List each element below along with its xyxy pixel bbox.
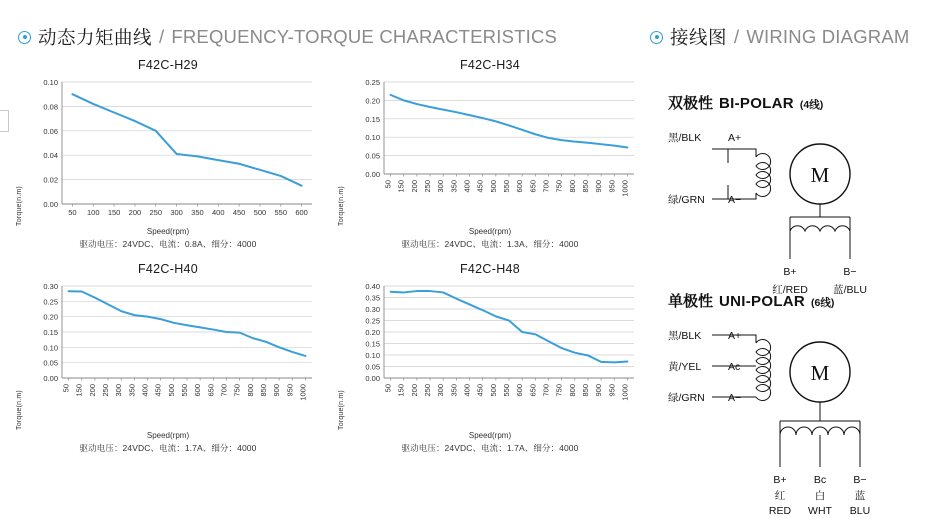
chart-title: F42C-H40	[137, 262, 199, 276]
x-tick-label: 600	[515, 180, 525, 193]
y-tick-label: 0.20	[365, 96, 380, 106]
pin-label-a-minus: A−	[728, 392, 742, 404]
y-tick-label: 0.10	[43, 78, 58, 87]
x-tick-label: 850	[580, 180, 590, 193]
x-tick-label: 400	[140, 384, 150, 397]
chart-f42c-h29	[18, 58, 318, 250]
lead-label-blu: 蓝/BLU	[833, 284, 867, 294]
lead-color-en-blu: BLU	[849, 505, 871, 517]
pin-label-a-plus: A+	[728, 132, 742, 144]
x-tick-label: 900	[594, 180, 604, 193]
x-axis-label: Speed(rpm)	[146, 227, 190, 236]
wiring-bipolar-title	[668, 92, 928, 113]
y-tick-label: 0.30	[365, 305, 380, 314]
line-chart-svg	[18, 76, 318, 226]
x-tick-label: 200	[87, 384, 97, 397]
y-tick-label: 0.25	[365, 316, 380, 326]
y-tick-label: 0.30	[43, 282, 58, 291]
x-tick-label: 250	[101, 384, 111, 397]
y-tick-label: 0.15	[365, 114, 380, 124]
y-tick-label: 0.08	[43, 102, 58, 112]
x-tick-label: 50	[383, 384, 393, 393]
lead-color-cn-red: 红	[774, 490, 786, 502]
x-tick-label: 1000	[620, 384, 630, 401]
y-tick-label: 0.02	[43, 175, 58, 185]
x-tick-label: 950	[285, 384, 295, 397]
lead-label-blk: 黑/BLK	[668, 330, 702, 342]
x-tick-label: 450	[153, 384, 163, 397]
y-tick-label: 0.20	[43, 312, 58, 322]
page-edge-notch	[0, 110, 9, 132]
wiring-unipolar	[668, 290, 928, 517]
pin-label-bc: Bc	[813, 474, 827, 486]
y-tick-label: 0.25	[365, 78, 380, 87]
pin-label-b-plus: B+	[773, 474, 787, 486]
x-axis-label: Speed(rpm)	[468, 431, 512, 440]
bullet-icon	[18, 31, 31, 44]
section-header-right-en: WIRING DIAGRAM	[746, 26, 910, 47]
y-tick-label: 0.25	[43, 297, 58, 307]
y-axis-label: Torque(n.m)	[16, 186, 23, 226]
lead-label-yel: 黄/YEL	[668, 361, 702, 373]
x-tick-label: 500	[488, 180, 498, 193]
lead-color-cn-white: 白	[814, 490, 826, 502]
x-tick-label: 900	[594, 384, 604, 397]
y-tick-label: 0.10	[365, 133, 380, 143]
x-tick-label: 300	[114, 384, 124, 397]
y-tick-label: 0.20	[365, 328, 380, 337]
y-tick-label: 0.00	[43, 374, 58, 383]
y-tick-label: 0.00	[365, 170, 380, 179]
x-tick-label: 950	[607, 180, 617, 193]
motor-letter: M	[810, 163, 830, 187]
x-tick-label: 700	[541, 180, 551, 193]
x-tick-label: 650	[528, 180, 538, 193]
pin-label-a-minus: A−	[728, 194, 742, 206]
y-tick-label: 0.10	[365, 351, 380, 360]
section-header-left-sep: /	[159, 26, 165, 47]
wiring-bipolar-title-cn: 双极性	[668, 95, 714, 112]
x-tick-label: 250	[423, 384, 433, 397]
x-tick-label: 800	[245, 384, 255, 397]
x-tick-label: 150	[107, 208, 121, 217]
wiring-bipolar-title-sub: (4线)	[799, 99, 824, 111]
x-tick-label: 350	[449, 180, 459, 193]
section-header-left-en: FREQUENCY-TORQUE CHARACTERISTICS	[171, 26, 558, 47]
x-tick-label: 750	[554, 180, 564, 193]
x-tick-label: 300	[170, 208, 183, 217]
section-header-wiring-diagram	[650, 24, 910, 50]
x-axis-label: Speed(rpm)	[468, 227, 512, 236]
chart-f42c-h48	[340, 262, 640, 454]
x-tick-label: 550	[502, 384, 511, 397]
x-tick-label: 350	[127, 384, 137, 397]
y-axis-label: Torque(n.m)	[16, 390, 23, 430]
x-tick-label: 450	[232, 208, 246, 217]
y-tick-label: 0.06	[43, 126, 58, 136]
chart-note: 驱动电压：24VDC、电流：1.7A、细分：4000	[79, 443, 257, 453]
chart-title: F42C-H34	[459, 58, 521, 72]
series-line	[69, 291, 306, 356]
y-tick-label: 0.00	[43, 200, 58, 209]
x-tick-label: 500	[488, 384, 498, 397]
wiring-unipolar-title-sub: (6线)	[811, 297, 835, 309]
x-tick-label: 600	[295, 208, 308, 217]
plot-area	[18, 76, 318, 226]
x-tick-label: 150	[74, 384, 84, 397]
lead-label-blk: 黑/BLK	[668, 132, 702, 144]
x-tick-label: 300	[436, 180, 446, 193]
x-tick-label: 500	[253, 208, 267, 217]
x-tick-label: 1000	[298, 384, 308, 401]
pin-label-b-minus: B−	[853, 474, 867, 486]
x-tick-label: 600	[193, 384, 203, 397]
y-tick-label: 0.05	[365, 151, 380, 161]
wiring-unipolar-title-en: UNI-POLAR	[719, 293, 806, 310]
x-tick-label: 550	[180, 384, 189, 397]
x-tick-label: 200	[409, 384, 419, 397]
motor-letter: M	[810, 361, 830, 385]
pin-label-ac: Ac	[728, 361, 741, 373]
y-axis-label: Torque(n.m)	[338, 390, 345, 430]
pin-label-a-plus: A+	[728, 330, 742, 342]
x-tick-label: 250	[423, 180, 433, 193]
x-tick-label: 800	[567, 384, 577, 397]
chart-title: F42C-H29	[137, 58, 199, 72]
y-tick-label: 0.15	[365, 339, 380, 349]
pin-label-b-plus: B+	[783, 266, 797, 278]
x-tick-label: 950	[607, 384, 617, 397]
section-header-left-cn: 动态力矩曲线	[38, 27, 153, 48]
x-tick-label: 650	[206, 384, 216, 397]
x-tick-label: 650	[528, 384, 538, 397]
y-tick-label: 0.05	[43, 358, 58, 368]
y-tick-label: 0.40	[365, 282, 380, 291]
x-tick-label: 700	[541, 384, 551, 397]
wiring-unipolar-title	[668, 290, 928, 311]
x-tick-label: 750	[554, 384, 564, 397]
plot-area	[340, 76, 640, 226]
y-tick-label: 0.04	[43, 151, 58, 161]
line-chart-svg	[18, 280, 318, 430]
series-line	[72, 94, 301, 186]
x-tick-label: 400	[211, 208, 225, 217]
section-header-torque-curves	[18, 24, 557, 50]
series-line	[391, 291, 628, 362]
x-tick-label: 800	[567, 180, 577, 193]
x-tick-label: 1000	[620, 180, 630, 197]
y-tick-label: 0.00	[365, 374, 380, 383]
lead-label-grn: 绿/GRN	[668, 392, 705, 404]
x-tick-label: 550	[502, 180, 511, 193]
bullet-icon	[650, 31, 663, 44]
plot-area	[340, 280, 640, 430]
y-tick-label: 0.10	[43, 343, 58, 353]
x-tick-label: 850	[580, 384, 590, 397]
x-tick-label: 450	[475, 384, 485, 397]
chart-note: 驱动电压：24VDC、电流：1.7A、细分：4000	[401, 443, 579, 453]
x-tick-label: 200	[409, 180, 419, 193]
x-tick-label: 50	[383, 180, 393, 189]
line-chart-svg	[340, 76, 640, 226]
x-axis-label: Speed(rpm)	[146, 431, 190, 440]
x-tick-label: 400	[462, 180, 472, 193]
lead-label-grn: 绿/GRN	[668, 194, 705, 206]
x-tick-label: 350	[191, 208, 204, 217]
x-tick-label: 550	[274, 208, 288, 217]
x-tick-label: 400	[462, 384, 472, 397]
x-tick-label: 750	[232, 384, 242, 397]
chart-f42c-h40	[18, 262, 318, 454]
section-header-right-sep: /	[734, 26, 740, 47]
y-tick-label: 0.35	[365, 293, 380, 303]
y-axis-label: Torque(n.m)	[338, 186, 345, 226]
pin-label-b-minus: B−	[843, 266, 857, 278]
x-tick-label: 50	[61, 384, 71, 393]
wiring-bipolar-svg	[668, 119, 918, 294]
x-tick-label: 350	[449, 384, 459, 397]
chart-note: 驱动电压：24VDC、电流：1.3A、细分：4000	[401, 239, 579, 249]
x-tick-label: 100	[86, 208, 100, 217]
wiring-bipolar-title-en: BI-POLAR	[719, 95, 794, 112]
plot-area	[18, 280, 318, 430]
x-tick-label: 150	[396, 384, 406, 397]
chart-title: F42C-H48	[459, 262, 521, 276]
x-tick-label: 450	[475, 180, 485, 193]
y-tick-label: 0.15	[43, 328, 58, 337]
lead-color-cn-blue: 蓝	[854, 490, 866, 502]
x-tick-label: 600	[515, 384, 525, 397]
series-line	[391, 95, 628, 148]
wiring-unipolar-title-cn: 单极性	[668, 293, 714, 310]
chart-f42c-h34	[340, 58, 640, 250]
lead-color-en-wht: WHT	[808, 505, 832, 517]
x-tick-label: 900	[272, 384, 282, 397]
x-tick-label: 150	[396, 180, 406, 193]
x-tick-label: 500	[166, 384, 176, 397]
lead-label-red: 红/RED	[772, 284, 808, 294]
x-tick-label: 850	[258, 384, 268, 397]
x-tick-label: 50	[68, 208, 77, 217]
wiring-unipolar-svg	[668, 317, 918, 517]
x-tick-label: 700	[219, 384, 229, 397]
section-header-right-cn: 接线图	[670, 27, 728, 48]
line-chart-svg	[340, 280, 640, 430]
x-tick-label: 250	[149, 208, 163, 217]
chart-note: 驱动电压：24VDC、电流：0.8A、细分：4000	[79, 239, 257, 249]
x-tick-label: 200	[128, 208, 142, 217]
lead-color-en-red: RED	[768, 505, 792, 517]
wiring-bipolar	[668, 92, 928, 294]
x-tick-label: 300	[436, 384, 446, 397]
y-tick-label: 0.05	[365, 362, 380, 372]
